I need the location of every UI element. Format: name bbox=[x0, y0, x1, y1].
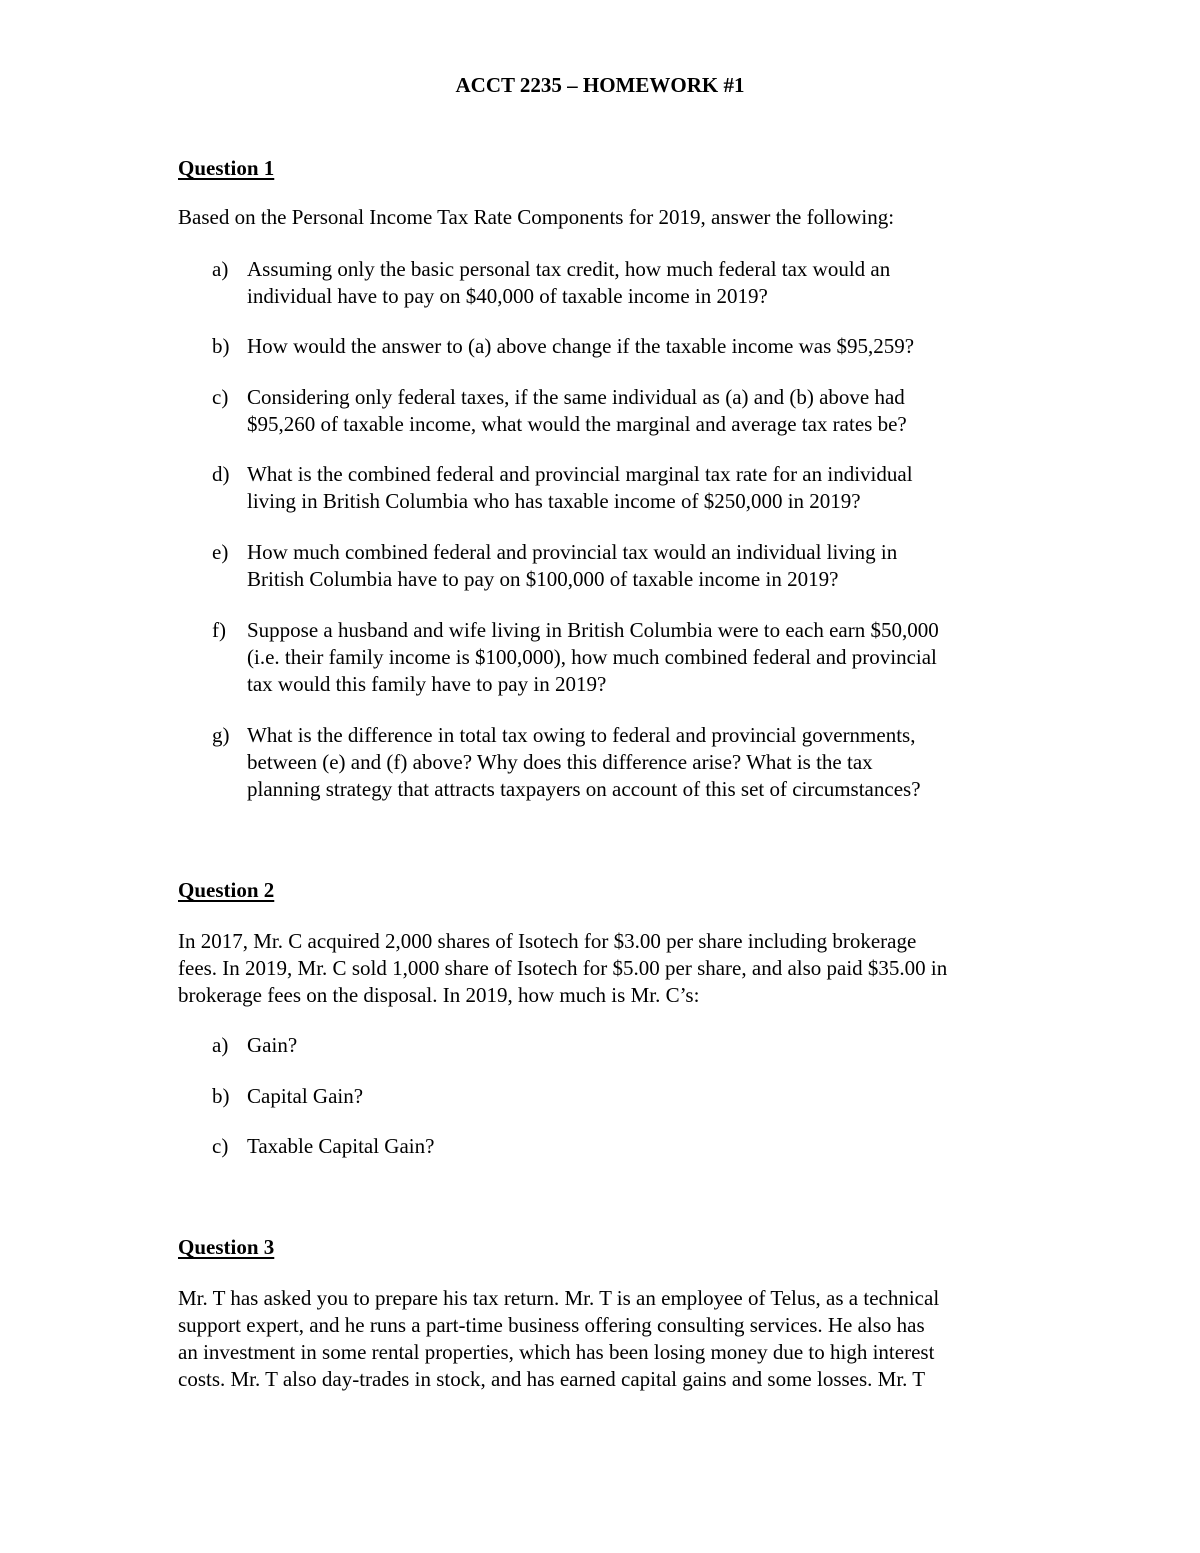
item-text bbox=[247, 722, 1047, 803]
item-line: How would the answer to (a) above change if the taxable income was $95,259? bbox=[247, 334, 915, 358]
item-marker: b) bbox=[212, 334, 230, 358]
item-marker: e) bbox=[212, 540, 229, 564]
item-marker: d) bbox=[212, 462, 230, 486]
intro-line: fees. In 2019, Mr. C sold 1,000 share of Isotech for $5.00 per share, and also paid $35.00 in bbox=[178, 956, 948, 980]
intro-line: support expert, and he runs a part-time business offering consulting services. He also has bbox=[178, 1313, 925, 1337]
item-line: planning strategy that attracts taxpayers on account of this set of circumstances? bbox=[247, 777, 921, 801]
question-2-heading: Question 2 bbox=[178, 878, 275, 902]
item-text bbox=[247, 617, 1047, 698]
item-text bbox=[247, 461, 1047, 515]
item-text bbox=[247, 1032, 1047, 1059]
item-text bbox=[247, 539, 1047, 593]
item-marker: a) bbox=[212, 1033, 229, 1057]
item-text bbox=[247, 333, 1047, 360]
item-marker: a) bbox=[212, 257, 229, 281]
item-marker: c) bbox=[212, 1134, 229, 1158]
item-line: tax would this family have to pay in 2019? bbox=[247, 672, 607, 696]
item-line: British Columbia have to pay on $100,000 of taxable income in 2019? bbox=[247, 567, 839, 591]
item-line: between (e) and (f) above? Why does this difference arise? What is the tax bbox=[247, 750, 873, 774]
item-line: What is the combined federal and provincial marginal tax rate for an individual bbox=[247, 462, 913, 486]
question-1-heading: Question 1 bbox=[178, 156, 275, 180]
item-text bbox=[247, 1083, 1047, 1110]
item-line: How much combined federal and provincial tax would an individual living in bbox=[247, 540, 898, 564]
intro-line: brokerage fees on the disposal. In 2019, how much is Mr. C’s: bbox=[178, 983, 700, 1007]
item-line: Suppose a husband and wife living in British Columbia were to each earn $50,000 bbox=[247, 618, 939, 642]
question-3-intro bbox=[178, 1285, 1038, 1393]
item-text bbox=[247, 384, 1047, 438]
intro-line: an investment in some rental properties, which has been losing money due to high interest bbox=[178, 1340, 935, 1364]
item-line: What is the difference in total tax owing to federal and provincial governments, bbox=[247, 723, 916, 747]
item-text bbox=[247, 256, 1047, 310]
item-line: Capital Gain? bbox=[247, 1084, 364, 1108]
intro-line: Mr. T has asked you to prepare his tax return. Mr. T is an employee of Telus, as a technical bbox=[178, 1286, 940, 1310]
item-line: Taxable Capital Gain? bbox=[247, 1134, 435, 1158]
item-line: Considering only federal taxes, if the same individual as (a) and (b) above had bbox=[247, 385, 905, 409]
item-marker: c) bbox=[212, 385, 229, 409]
item-line: (i.e. their family income is $100,000), how much combined federal and provincial bbox=[247, 645, 937, 669]
item-line: Assuming only the basic personal tax credit, how much federal tax would an bbox=[247, 257, 891, 281]
intro-line: In 2017, Mr. C acquired 2,000 shares of Isotech for $3.00 per share including brokerage bbox=[178, 929, 917, 953]
intro-line: costs. Mr. T also day-trades in stock, and has earned capital gains and some losses. Mr. T bbox=[178, 1367, 926, 1391]
item-line: $95,260 of taxable income, what would the marginal and average tax rates be? bbox=[247, 412, 907, 436]
item-marker: f) bbox=[212, 618, 226, 642]
item-marker: b) bbox=[212, 1084, 230, 1108]
question-1-intro bbox=[178, 204, 1038, 231]
question-3-heading: Question 3 bbox=[178, 1235, 275, 1259]
item-line: individual have to pay on $40,000 of taxable income in 2019? bbox=[247, 284, 768, 308]
item-marker: g) bbox=[212, 723, 230, 747]
item-text bbox=[247, 1133, 1047, 1160]
item-line: living in British Columbia who has taxable income of $250,000 in 2019? bbox=[247, 489, 861, 513]
intro-line: Based on the Personal Income Tax Rate Components for 2019, answer the following: bbox=[178, 205, 895, 229]
question-2-intro bbox=[178, 928, 1038, 1009]
document-title: ACCT 2235 – HOMEWORK #1 bbox=[455, 73, 745, 97]
item-line: Gain? bbox=[247, 1033, 298, 1057]
